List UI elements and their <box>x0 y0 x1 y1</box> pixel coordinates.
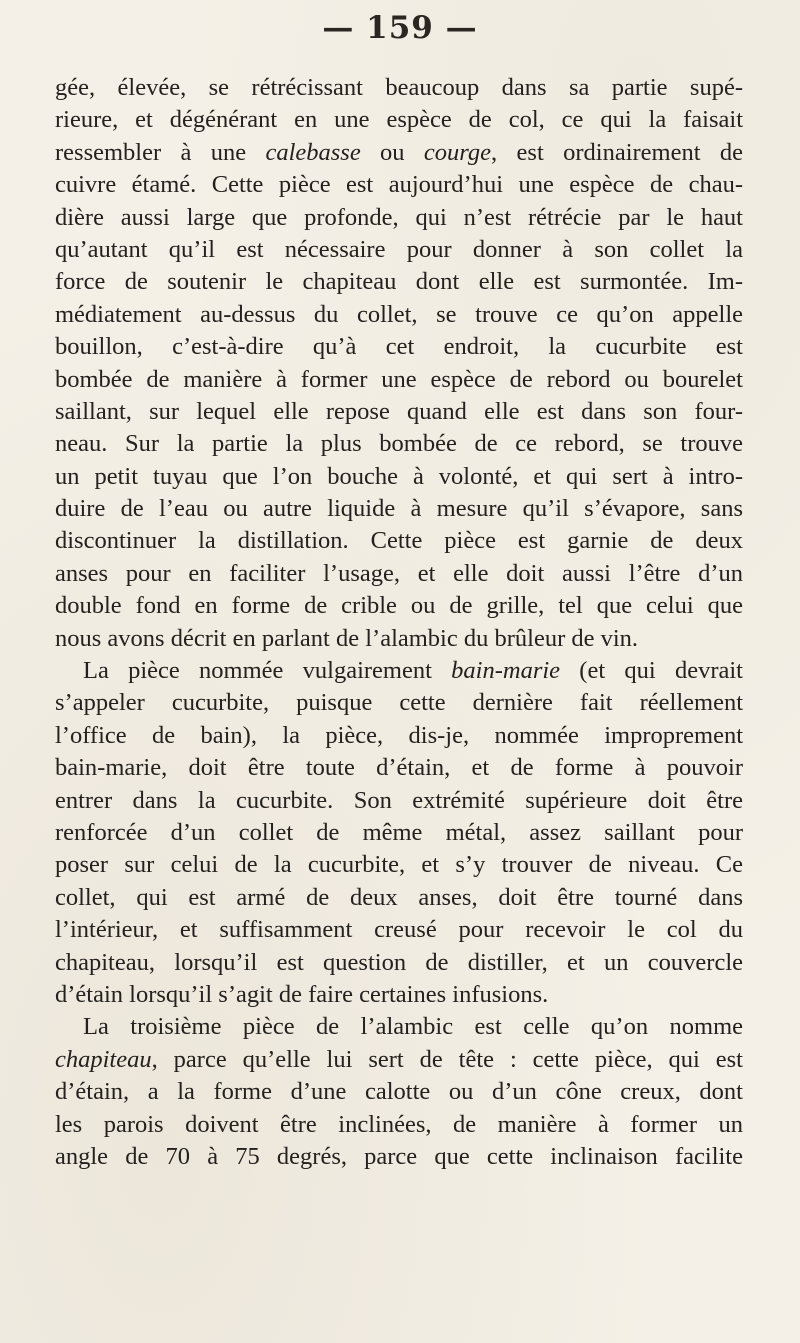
text-line <box>55 655 743 687</box>
text-segment: qu’autant qu’il est nécessaire pour donner à son collet la <box>55 235 743 263</box>
text-segment: nous avons décrit en parlant de l’alambic du brûleur de vin. <box>55 624 639 652</box>
text-segment: angle de 70 à 75 degrés, parce que cette inclinaison facilite <box>55 1142 743 1170</box>
text-segment: s’appeler cucurbite, puisque cette dernière fait réellement <box>55 689 743 717</box>
text-line <box>55 104 743 136</box>
text-segment: double fond en forme de crible ou de grille, tel que celui que <box>55 592 743 620</box>
text-line <box>55 914 743 946</box>
text-segment: discontinuer la distillation. Cette pièce est garnie de deux <box>55 527 743 555</box>
text-segment: neau. Sur la partie la plus bombée de ce rebord, se trouve <box>55 430 743 458</box>
italic-term: chapiteau <box>55 1045 152 1073</box>
text-line <box>55 364 743 396</box>
text-segment: force de soutenir le chapiteau dont elle est surmontée. Im- <box>55 268 743 296</box>
text-segment: chapiteau, lorsqu’il est question de distiller, et un couvercle <box>55 948 743 976</box>
text-line <box>55 461 743 493</box>
text-line <box>55 558 743 590</box>
text-line <box>55 72 743 104</box>
text-line <box>55 137 743 169</box>
text-segment: La troisième pièce de l’alambic est celle qu’on nomme <box>83 1013 743 1041</box>
text-segment: collet, qui est armé de deux anses, doit être tourné dans <box>55 883 743 911</box>
text-segment: poser sur celui de la cucurbite, et s’y trouver de niveau. Ce <box>55 851 743 879</box>
text-segment: anses pour en faciliter l’usage, et elle doit aussi l’être d’un <box>55 559 743 587</box>
text-line <box>55 752 743 784</box>
text-segment: l’office de bain), la pièce, dis-je, nommée improprement <box>55 721 743 749</box>
text-line <box>55 266 743 298</box>
text-segment: un petit tuyau que l’on bouche à volonté, et qui sert à intro- <box>55 462 743 490</box>
text-line <box>55 331 743 363</box>
text-segment: , est ordinairement de <box>491 138 744 166</box>
text-line <box>55 396 743 428</box>
text-line <box>55 849 743 881</box>
text-line <box>55 687 743 719</box>
text-segment: ressembler à une <box>55 138 266 166</box>
text-segment: dière aussi large que profonde, qui n’est rétrécie par le haut <box>55 203 743 231</box>
text-segment: ou <box>360 138 424 166</box>
text-segment: médiatement au-dessus du collet, se trouve ce qu’on appelle <box>55 300 743 328</box>
text-line <box>55 202 743 234</box>
italic-term: courge <box>423 138 492 166</box>
page-number: — 159 — <box>322 10 478 46</box>
text-segment: , parce qu’elle lui sert de tête : cette pièce, qui est <box>151 1045 743 1073</box>
text-line <box>55 590 743 622</box>
text-line <box>55 1109 743 1141</box>
text-segment: gée, élevée, se rétrécissant beaucoup dans sa partie supé- <box>55 74 743 101</box>
text-segment: bain-marie, doit être toute d’étain, et de forme à pouvoir <box>55 754 743 782</box>
text-line <box>55 947 743 979</box>
text-segment: d’étain, a la forme d’une calotte ou d’un cône creux, dont <box>55 1078 743 1106</box>
text-line <box>55 525 743 557</box>
italic-term: bain-marie <box>451 657 561 685</box>
text-line <box>55 234 743 266</box>
text-line <box>55 785 743 817</box>
text-segment: renforcée d’un collet de même métal, assez saillant pour <box>55 818 743 846</box>
text-line <box>55 882 743 914</box>
italic-term: calebasse <box>265 138 361 166</box>
text-line <box>55 979 743 1011</box>
text-segment: entrer dans la cucurbite. Son extrémité supérieure doit être <box>55 786 743 814</box>
text-segment: cuivre étamé. Cette pièce est aujourd’hui une espèce de chau- <box>55 171 743 199</box>
text-line <box>55 1141 743 1173</box>
text-line <box>55 1044 743 1076</box>
text-line <box>55 299 743 331</box>
text-segment: les parois doivent être inclinées, de manière à former un <box>55 1110 743 1138</box>
text-line <box>55 623 743 655</box>
text-line <box>55 1076 743 1108</box>
text-segment: l’intérieur, et suffisamment creusé pour recevoir le col du <box>55 916 743 944</box>
text-segment: La pièce nommée vulgairement <box>83 657 452 685</box>
text-segment: saillant, sur lequel elle repose quand elle est dans son four- <box>55 397 743 425</box>
text-segment: bouillon, c’est-à-dire qu’à cet endroit, la cucurbite est <box>55 333 743 361</box>
text-segment: (et qui devrait <box>560 657 743 685</box>
text-segment: duire de l’eau ou autre liquide à mesure qu’il s’évapore, sans <box>55 495 743 523</box>
text-line <box>55 720 743 752</box>
text-line <box>55 169 743 201</box>
text-line <box>55 428 743 460</box>
text-segment: d’étain lorsqu’il s’agit de faire certaines infusions. <box>55 980 549 1008</box>
text-line <box>55 1011 743 1043</box>
text-segment: rieure, et dégénérant en une espèce de col, ce qui la faisait <box>55 106 743 134</box>
body-text <box>55 72 743 1173</box>
text-segment: bombée de manière à former une espèce de rebord ou bourelet <box>55 365 743 393</box>
text-line <box>55 817 743 849</box>
text-line <box>55 493 743 525</box>
